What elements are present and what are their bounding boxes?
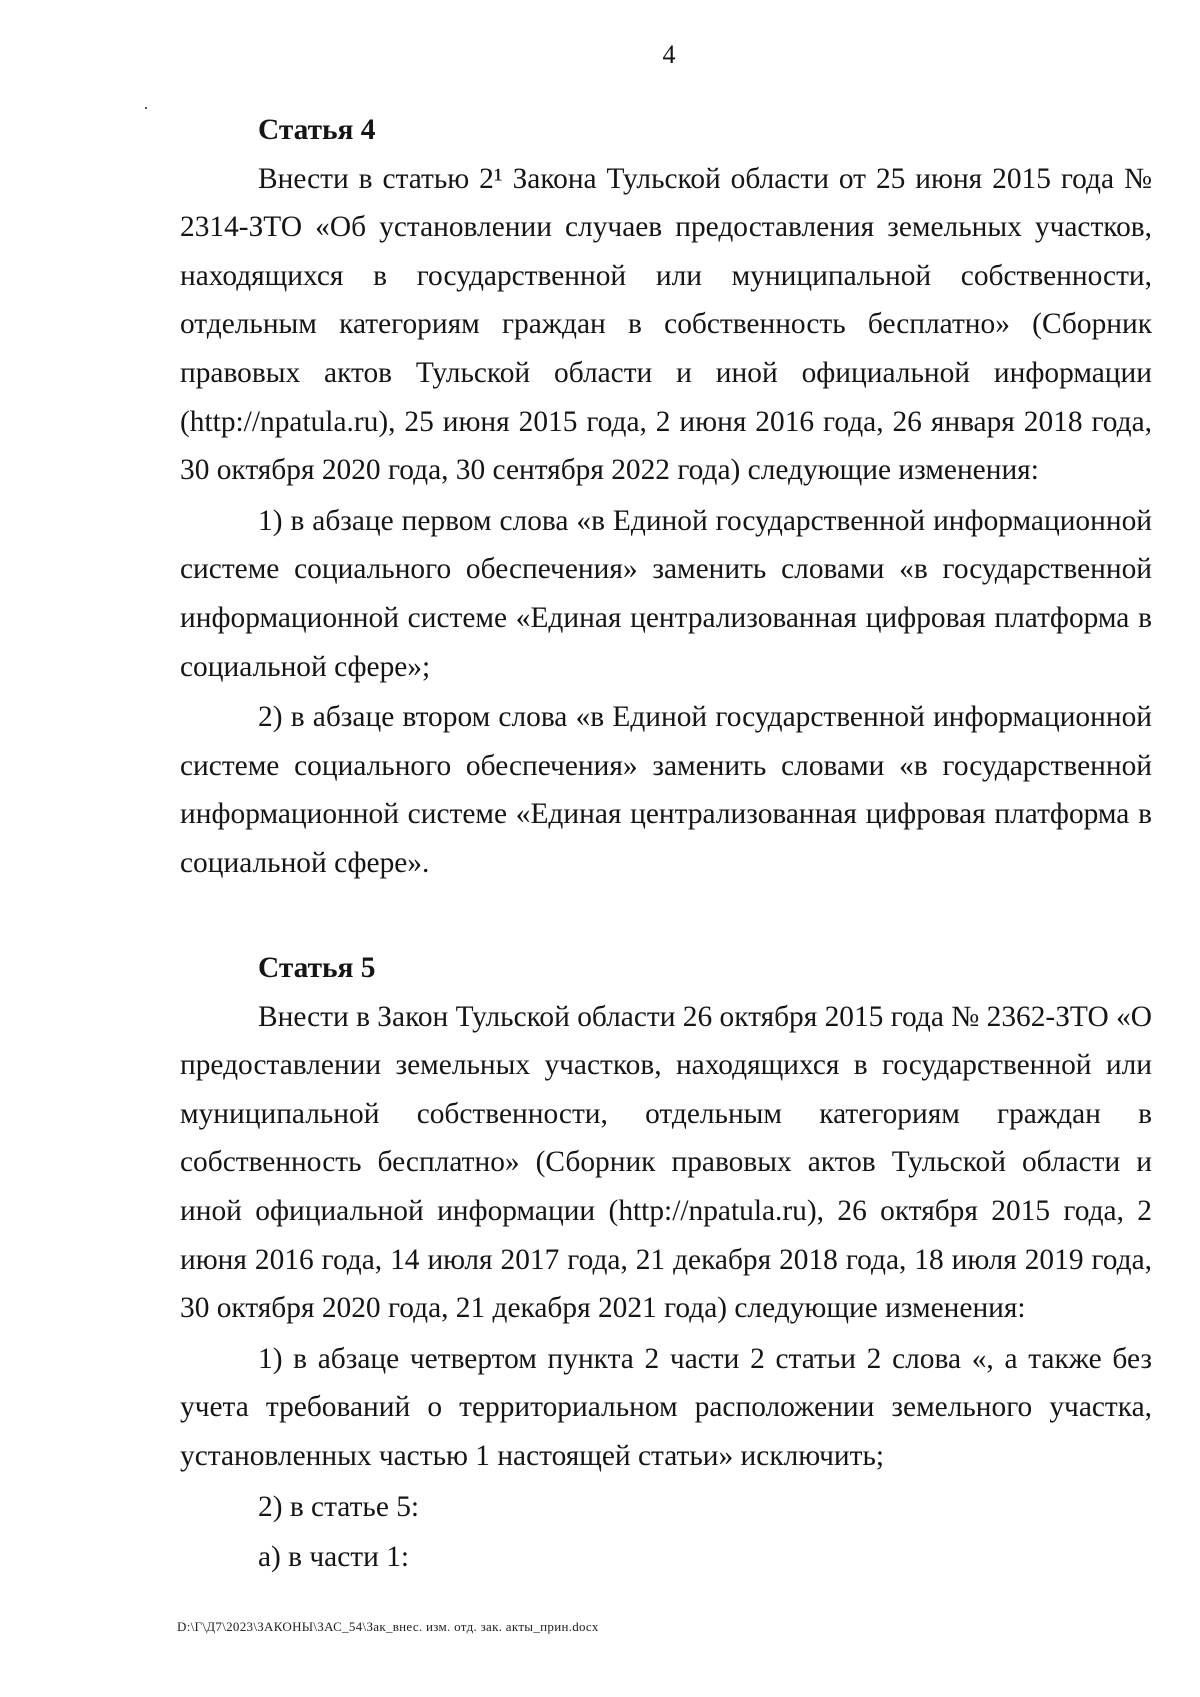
article-4	[180, 106, 1152, 890]
article-paragraph: а) в части 1:	[258, 1541, 410, 1574]
article-paragraph: 1) в абзаце первом слова «в Единой государственной информационной системе социального обеспечения» заменить словами «в государственной информационной системе «Единая централизованная цифровая платформа в социальной сфере»;	[180, 504, 1152, 683]
article-title: Статья 5	[258, 952, 376, 984]
article-title: Статья 4	[258, 114, 376, 146]
article-paragraph: Внести в статью 2¹ Закона Тульской области от 25 июня 2015 года № 2314-ЗТО «Об установлении случаев предоставления земельных участков, находящихся в государственной или муниципальной собственности, отдельным категориям граждан в собственность бесплатно» (Сборник правовых актов Тульской области и иной официальной информации (http://npatula.ru), 25 июня 2015 года, 2 июня 2016 года, 26 января 2018 года, 30 октября 2020 года, 30 сентября 2022 года) следующие изменения:	[180, 162, 1152, 487]
article-paragraph: 2) в абзаце втором слова «в Единой государственной информационной системе социального обеспечения» заменить словами «в государственной информационной системе «Единая централизованная цифровая платформа в социальной сфере».	[180, 701, 1152, 879]
article-5	[180, 944, 1152, 1584]
article-paragraph: 1) в абзаце четвертом пункта 2 части 2 статьи 2 слова «, а также без учета требований о территориальном расположении земельного участка, установленных частью 1 настоящей статьи» исключить;	[180, 1342, 1152, 1472]
article-paragraph: 2) в статье 5:	[258, 1490, 420, 1523]
footer-file-path: D:\Г\Д7\2023\ЗАКОНЫ\ЗАС_54\Зак_внес. изм. отд. зак. акты_прин.docx	[177, 1619, 599, 1634]
page-number: 4	[662, 40, 676, 69]
article-paragraph: Внести в Закон Тульской области 26 октября 2015 года № 2362-ЗТО «О предоставлении земельных участков, находящихся в государственной или муниципальной собственности, отдельным категориям граждан в собственность бесплатно» (Сборник правовых актов Тульской области и иной официальной информации (http://npatula.ru), 26 октября 2015 года, 2 июня 2016 года, 14 июля 2017 года, 21 декабря 2018 года, 18 июля 2019 года, 30 октября 2020 года, 21 декабря 2021 года) следующие изменения:	[180, 1000, 1152, 1325]
scan-speck	[145, 107, 147, 109]
